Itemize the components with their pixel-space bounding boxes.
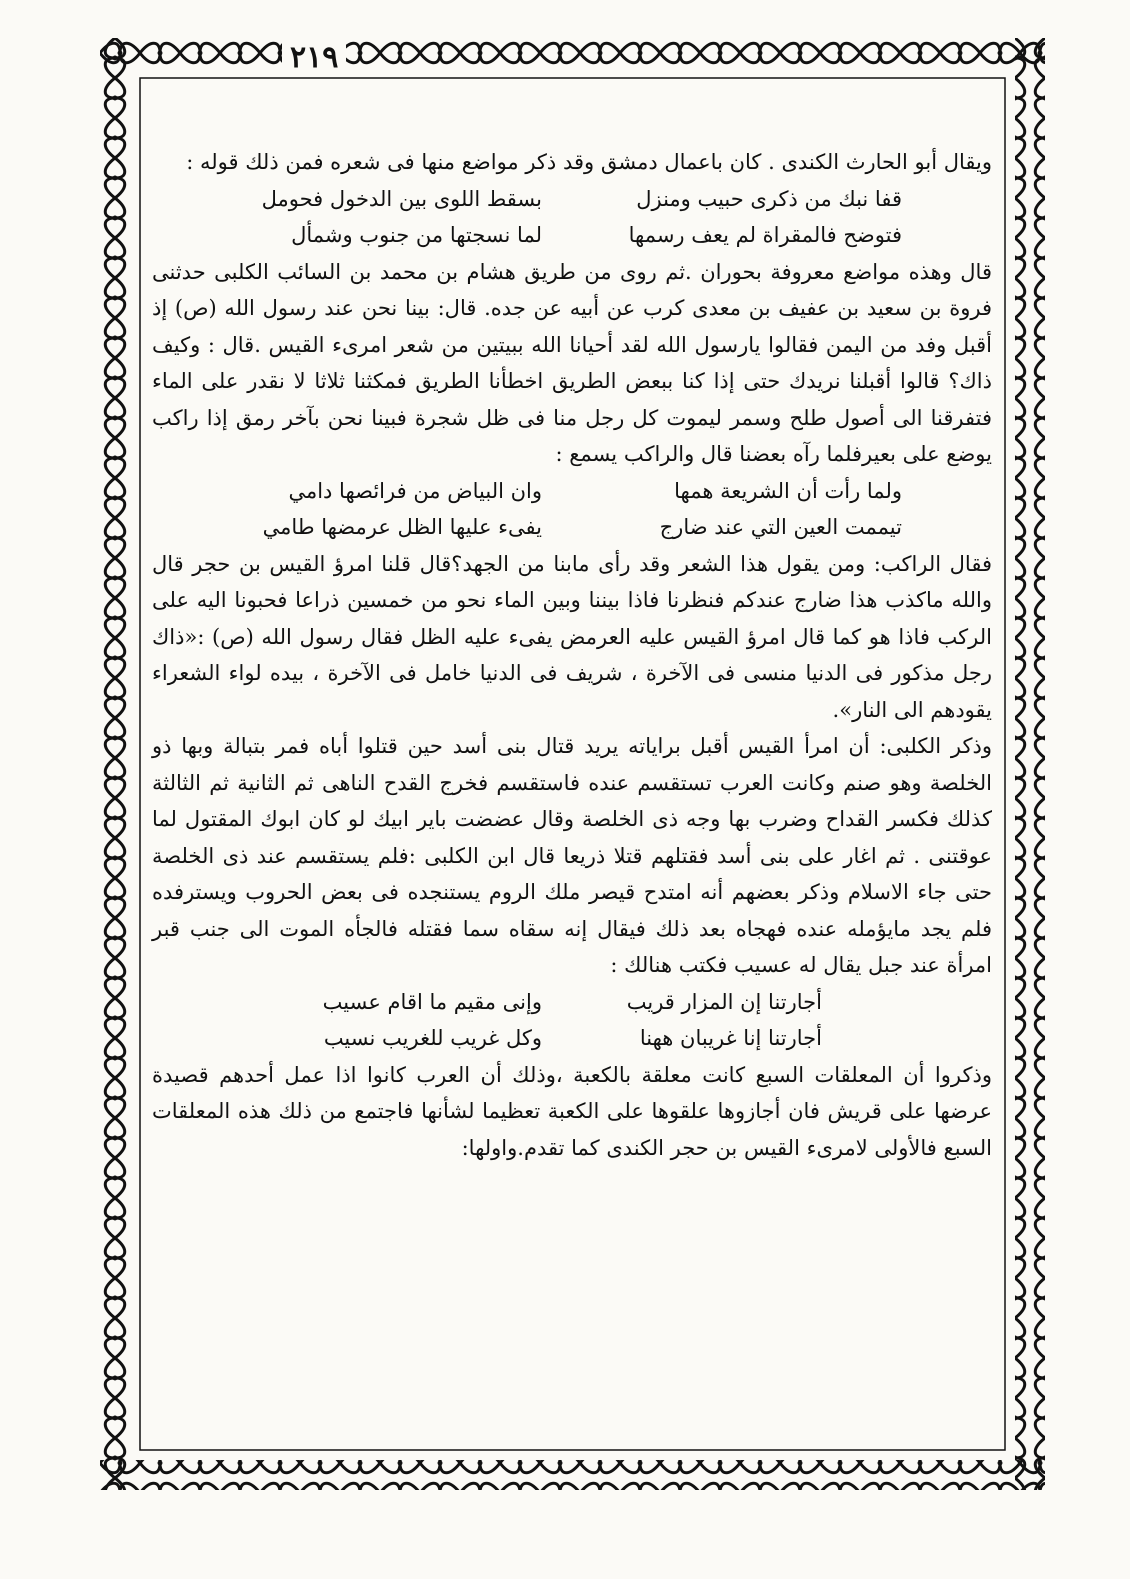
poem-verse — [152, 984, 992, 1021]
page-number: ٢١٩ — [282, 40, 346, 76]
verse-hemistich: فتوضح فالمقراة لم يعف رسمها — [628, 223, 902, 247]
verse-hemistich: وإنى مقيم ما اقام عسيب — [322, 989, 542, 1014]
poem-verse — [152, 181, 992, 218]
verse-hemistich: ولما رأت أن الشريعة همها — [674, 478, 902, 503]
verse-hemistich: تيممت العين التي عند ضارج — [659, 515, 902, 539]
verse-hemistich: وكل غريب للغريب نسيب — [323, 1026, 542, 1050]
paragraph: وذكروا أن المعلقات السبع كانت معلقة بالكعبة ،وذلك أن العرب كانوا اذا عمل أحدهم قصيدة عرضها على قريش فان أجازوها علقوها على الكعبة تعظيما لشأنها فاجتمع من ذلك هذه المعلقات السبع فالأولى لامرىء القيس بن حجر الكندى كما تقدم.واولها: — [152, 1062, 992, 1160]
verse-hemistich: يفىء عليها الظل عرمضها طامي — [262, 515, 542, 539]
verse-hemistich: وان البياض من فرائصها دامي — [288, 478, 542, 503]
paragraph: وذكر الكلبى: أن امرأ القيس أقبل براياته يريد قتال بنى أسد حين قتلوا أباه فمر بتبالة وبها ذو الخلصة وهو صنم وكانت العرب تستقسم عنده فاستقسم فخرج القدح الناهى ثم الثانية ثم الثالثة كذلك فكسر القداح وضرب بها وجه ذى الخلصة وقال عضضت باير ابيك لو كان ابوك المقتول لما عوقتنى . ثم اغار على بنى أسد فقتلهم قتلا ذريعا قال ابن الكلبى :فلم يستقسم عند ذى الخلصة حتى جاء الاسلام وذكر بعضهم أنه امتدح قيصر ملك الروم يستنجده فى بعض الحروب ويسترفده فلم يجد مايؤمله عنده فهجاه بعد ذلك فيقال إنه سقاه سما فقتله فالجأه الموت الى جنب قبر امرأة عند جبل يقال له عسيب فكتب هنالك : — [152, 734, 992, 977]
paragraph: فقال الراكب: ومن يقول هذا الشعر وقد رأى مابنا من الجهد؟قال قلنا امرؤ القيس بن حجر قال والله ماكذب هذا ضارج عندكم فنظرنا فاذا بيننا وبين الماء نحو من خمسين ذراعا فحبونا اليه على الركب فاذا هو كما قال امرؤ القيس عليه العرمض يفىء عليه الظل فقال رسول الله (ص) :«ذاك رجل مذكور فى الدنيا منسى فى الآخرة ، شريف فى الدنيا خامل فى الآخرة ، بيده لواء الشعراء يقودهم الى النار». — [152, 551, 992, 722]
verse-hemistich: قفا نبك من ذكرى حبيب ومنزل — [636, 186, 902, 211]
page-body — [152, 144, 992, 1166]
paragraph: ويقال أبو الحارث الكندى . كان باعمال دمشق وقد ذكر مواضع منها فى شعره فمن ذلك قوله : — [186, 150, 992, 174]
verse-hemistich: أجارتنا إنا غريبان ههنا — [639, 1026, 822, 1050]
verse-hemistich: أجارتنا إن المزار قريب — [626, 989, 822, 1014]
verse-hemistich: بسقط اللوى بين الدخول فحومل — [261, 186, 542, 211]
poem-verse — [152, 473, 992, 510]
paragraph: قال وهذه مواضع معروفة بحوران .ثم روى من طريق هشام بن محمد بن السائب الكلبى حدثنى فروة بن سعيد بن عفيف بن معدى كرب عن أبيه عن جده. قال: بينا نحن عند رسول الله (ص) إذ أقبل وفد من اليمن فقالوا يارسول الله لقد أحيانا الله ببيتين من شعر امرىء القيس .قال : وكيف ذاك؟ قالوا أقبلنا نريدك حتى إذا كنا ببعض الطريق اخطأنا الطريق فمكثنا ثلاثا لا نقدر على الماء فتفرقنا الى أصول طلح وسمر ليموت كل رجل منا فى ظل شجرة فبينا نحن بآخر رمق إذا راكب يوضع على بعيرفلما رآه بعضنا قال والراكب يسمع : — [152, 259, 992, 466]
verse-hemistich: لما نسجتها من جنوب وشمأل — [291, 223, 542, 247]
poem-verse — [152, 1020, 992, 1057]
poem-verse — [152, 509, 992, 546]
poem-verse — [152, 217, 992, 254]
